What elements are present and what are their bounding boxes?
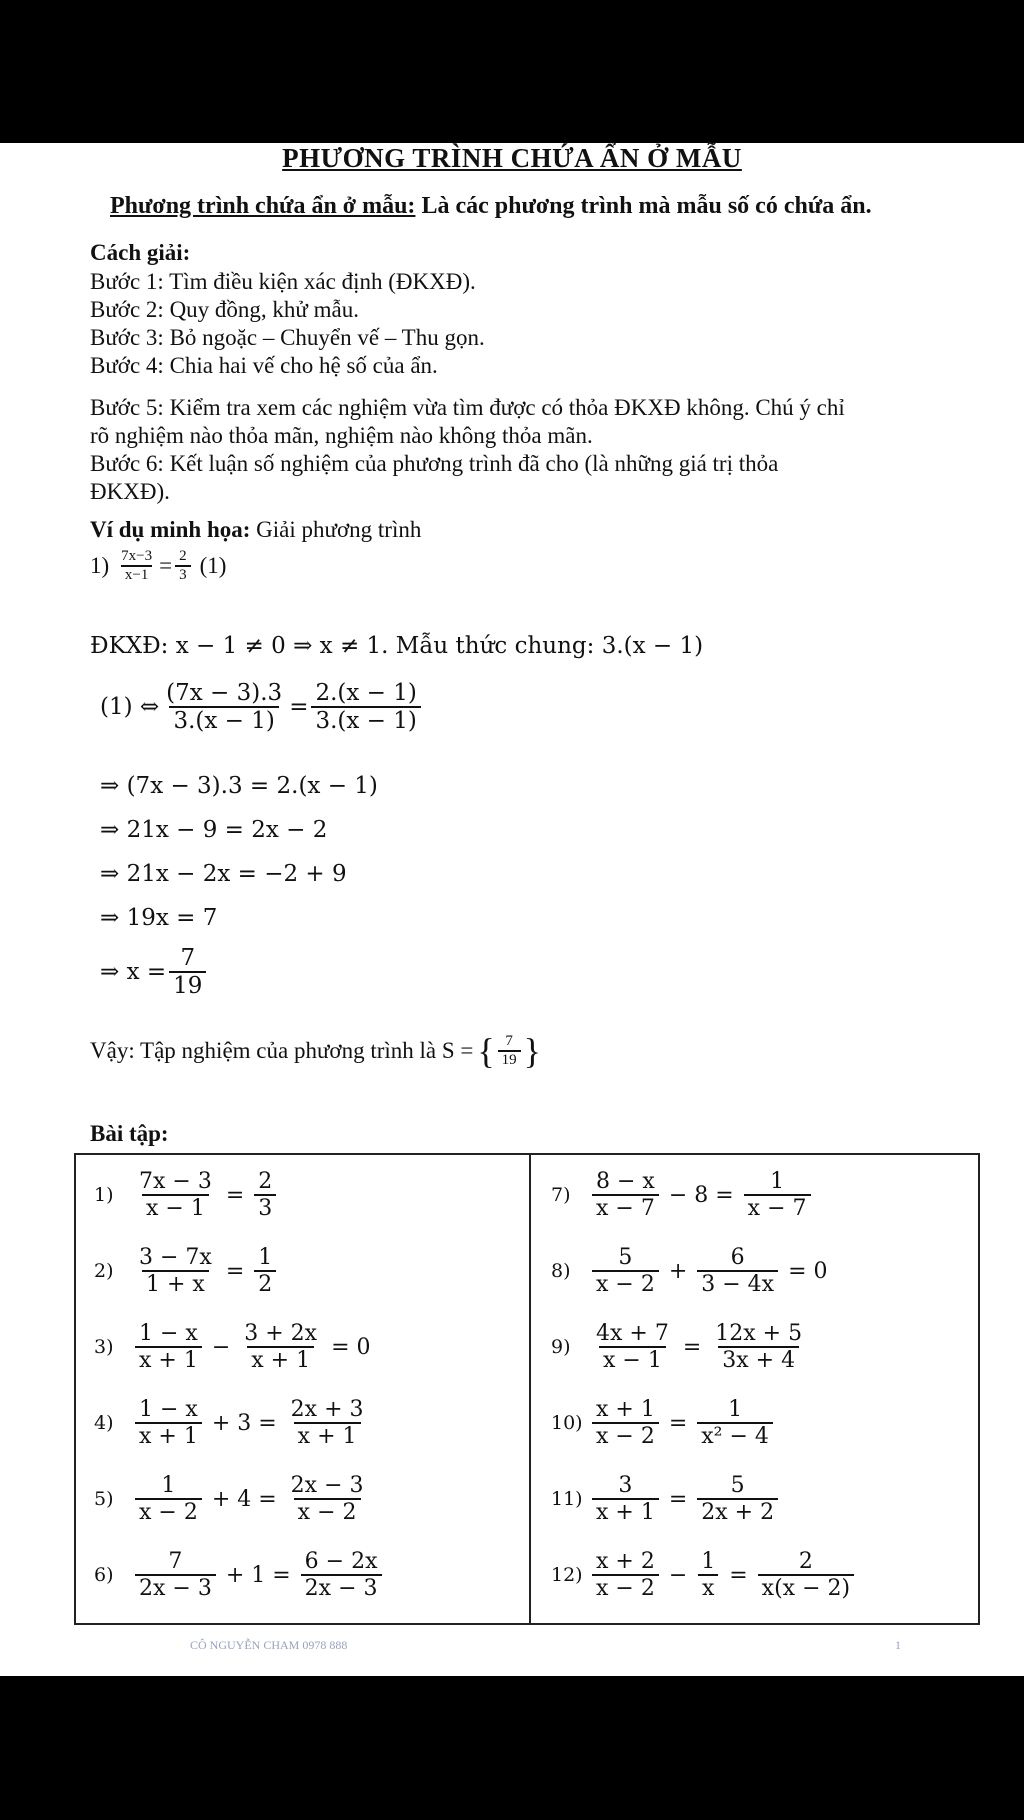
example-tag: (1) — [199, 553, 227, 579]
exercise-item — [94, 1157, 279, 1233]
exercise-fraction: $\frac{1}{x - 7}$ — [744, 1169, 811, 1222]
exercise-number: 1) — [94, 1184, 114, 1206]
exercise-item — [94, 1309, 371, 1385]
example-text: Giải phương trình — [250, 517, 422, 542]
exercise-operator: + 1 = — [218, 1562, 298, 1588]
exercise-item — [94, 1385, 371, 1461]
exercise-item — [94, 1233, 279, 1309]
page-title: PHƯƠNG TRÌNH CHỨA ẨN Ở MẪU — [282, 143, 742, 173]
exercise-number: 2) — [94, 1260, 114, 1282]
exercise-operator: − — [204, 1334, 238, 1360]
exercise-fraction: $\frac{12x + 5}{3x + 4}$ — [715, 1320, 803, 1373]
exercise-operator: − 8 = — [661, 1182, 741, 1208]
solution-step-5: ⇒ 19x = 7 — [100, 905, 218, 931]
exercise-fraction: $\frac{3 - 7x}{1 + x}$ — [139, 1244, 212, 1297]
exercise-operator: − — [661, 1562, 695, 1588]
exercise-fraction: $\frac{6}{3 - 4x}$ — [697, 1245, 778, 1298]
exercise-operator: = — [218, 1258, 252, 1284]
definition — [110, 193, 872, 220]
exercise-item — [551, 1537, 857, 1613]
exercise-item — [551, 1233, 828, 1309]
exercise-operator: = 0 — [781, 1258, 828, 1284]
exercise-number: 11) — [551, 1488, 583, 1510]
exercise-fraction: $\frac{8 - x}{x - 7}$ — [592, 1169, 659, 1222]
solution-step-2: ⇒ (7x − 3).3 = 2.(x − 1) — [100, 773, 378, 799]
solution-frac-1: $\frac{(7x - 3).3}{3.(x - 1)}$ — [166, 680, 283, 735]
conclusion-text: Vậy: Tập nghiệm của phương trình là S = — [90, 1038, 474, 1064]
exercise-item — [551, 1385, 776, 1461]
definition-term: Phương trình chứa ẩn ở mẫu: — [110, 193, 416, 219]
solution-step-1: (1) ⇔ $\frac{(7x - 3).3}{3.(x - 1)}$ = $\frac{2.(x - 1)}{3.(x - 1)}$ — [100, 680, 424, 735]
exercise-fraction: $\frac{1}{\text{x² − 4}}$ — [697, 1397, 773, 1450]
exercise-item — [551, 1157, 814, 1233]
exercise-fraction: $\frac{1 - x}{x + 1}$ — [135, 1397, 202, 1450]
exercise-fraction: $\frac{5}{2x + 2}$ — [697, 1473, 778, 1526]
exercise-item — [551, 1309, 809, 1385]
step-3: Bước 3: Bỏ ngoặc – Chuyển vế – Thu gọn. — [90, 325, 485, 350]
exercise-operator: = — [661, 1410, 695, 1436]
step-5: Bước 5: Kiểm tra xem các nghiệm vừa tìm được có thỏa ĐKXĐ không. Chú ý chỉ — [90, 395, 845, 420]
footer-text: CÔ NGUYỄN CHAM 0978 888 — [190, 1638, 348, 1652]
conclusion-frac: $\frac{7}{19}$ — [498, 1033, 521, 1070]
exercise-operator: = — [722, 1562, 755, 1588]
exercise-fraction: $\frac{x + 1}{x - 2}$ — [592, 1397, 659, 1450]
page-number: 1 — [895, 1638, 901, 1652]
example-frac-2: $\frac{2}{3}$ — [175, 548, 191, 585]
solution-step-4: ⇒ 21x − 2x = −2 + 9 — [100, 861, 347, 887]
exercise-fraction: $\frac{7}{2x - 3}$ — [135, 1549, 216, 1602]
exercise-number: 12) — [551, 1564, 583, 1586]
exercise-fraction: $\frac{2}{x(x - 2)}$ — [758, 1549, 854, 1602]
exercise-table — [74, 1153, 980, 1625]
exercise-fraction: $\frac{4x + 7}{x - 1}$ — [596, 1320, 669, 1373]
exercise-operator: = 0 — [324, 1334, 371, 1360]
exercise-operator: + 4 = — [204, 1486, 284, 1512]
method-heading: Cách giải: — [90, 240, 191, 265]
definition-text: Là các phương trình mà mẫu số có chứa ẩn. — [415, 193, 872, 219]
solution-frac-2: $\frac{2.(x - 1)}{3.(x - 1)}$ — [311, 680, 420, 735]
exercise-fraction: $\frac{3}{x + 1}$ — [592, 1473, 659, 1526]
solution-result: ⇒ x = $\frac{7}{19}$ — [100, 945, 209, 1000]
exercise-number: 9) — [551, 1336, 571, 1358]
exercise-number: 7) — [551, 1184, 571, 1206]
example-equation: 1) $\frac{7x-3}{x-1}$ = $\frac{2}{3}$ (1) — [90, 548, 227, 584]
step-6: Bước 6: Kết luận số nghiệm của phương trình đã cho (là những giá trị thỏa — [90, 451, 779, 476]
exercise-fraction: $\frac{1 - x}{x + 1}$ — [135, 1321, 202, 1374]
exercise-fraction: $\frac{3 + 2x}{x + 1}$ — [244, 1320, 318, 1373]
step-6-cont: ĐKXĐ). — [90, 479, 170, 504]
exercise-item — [94, 1537, 385, 1613]
exercise-operator: + — [661, 1258, 695, 1284]
solution-result-frac: $\frac{7}{19}$ — [169, 945, 206, 1000]
exercise-operator: + 3 = — [204, 1410, 284, 1436]
exercise-fraction: $\frac{1}{x - 2}$ — [135, 1473, 202, 1526]
exercise-fraction: $\frac{2x - 3}{x - 2}$ — [290, 1472, 364, 1525]
exercise-item — [551, 1461, 781, 1537]
exercise-fraction: $\frac{1}{2}$ — [254, 1245, 276, 1298]
step-4: Bước 4: Chia hai vế cho hệ số của ẩn. — [90, 353, 438, 378]
exercise-operator: = — [675, 1334, 709, 1360]
exercise-number: 6) — [94, 1564, 114, 1586]
step-1: Bước 1: Tìm điều kiện xác định (ĐKXĐ). — [90, 269, 476, 294]
exercise-number: 10) — [551, 1412, 583, 1434]
exercise-fraction: $\frac{2x + 3}{x + 1}$ — [290, 1396, 364, 1449]
step-2: Bước 2: Quy đồng, khử mẫu. — [90, 297, 359, 322]
table-divider — [529, 1155, 531, 1623]
exercise-number: 3) — [94, 1336, 114, 1358]
example-heading-line — [90, 517, 421, 543]
exercise-operator: = — [218, 1182, 252, 1208]
example-frac-1: $\frac{7x-3}{x-1}$ — [121, 548, 153, 584]
exercise-number: 8) — [551, 1260, 571, 1282]
exercise-fraction: $\frac{5}{x - 2}$ — [592, 1245, 659, 1298]
exercise-number: 5) — [94, 1488, 114, 1510]
exercise-fraction: $\frac{6 - 2x}{2x - 3}$ — [301, 1549, 382, 1602]
example-number: 1) — [90, 553, 110, 579]
exercise-number: 4) — [94, 1412, 114, 1434]
solution-step-3: ⇒ 21x − 9 = 2x − 2 — [100, 817, 328, 843]
exercise-operator: = — [661, 1486, 695, 1512]
dkxd-line: ĐKXĐ: x − 1 ≠ 0 ⇒ x ≠ 1. Mẫu thức chung: 3.(x − 1) — [90, 633, 704, 659]
document-page — [0, 143, 1024, 1676]
step-5-cont: rõ nghiệm nào thỏa mãn, nghiệm nào không thỏa mãn. — [90, 423, 593, 448]
exercise-fraction: $\frac{x + 2}{x - 2}$ — [592, 1549, 659, 1602]
conclusion: Vậy: Tập nghiệm của phương trình là S = { $\frac{7}{19}$ } — [90, 1031, 541, 1072]
exercise-fraction: $\frac{1}{x}$ — [697, 1549, 719, 1602]
exercise-fraction: $\frac{7x - 3}{x - 1}$ — [139, 1168, 212, 1221]
exercises-heading: Bài tập: — [90, 1121, 169, 1146]
example-heading: Ví dụ minh họa: — [90, 517, 251, 542]
exercise-fraction: $\frac{2}{3}$ — [254, 1169, 276, 1222]
exercise-item — [94, 1461, 371, 1537]
